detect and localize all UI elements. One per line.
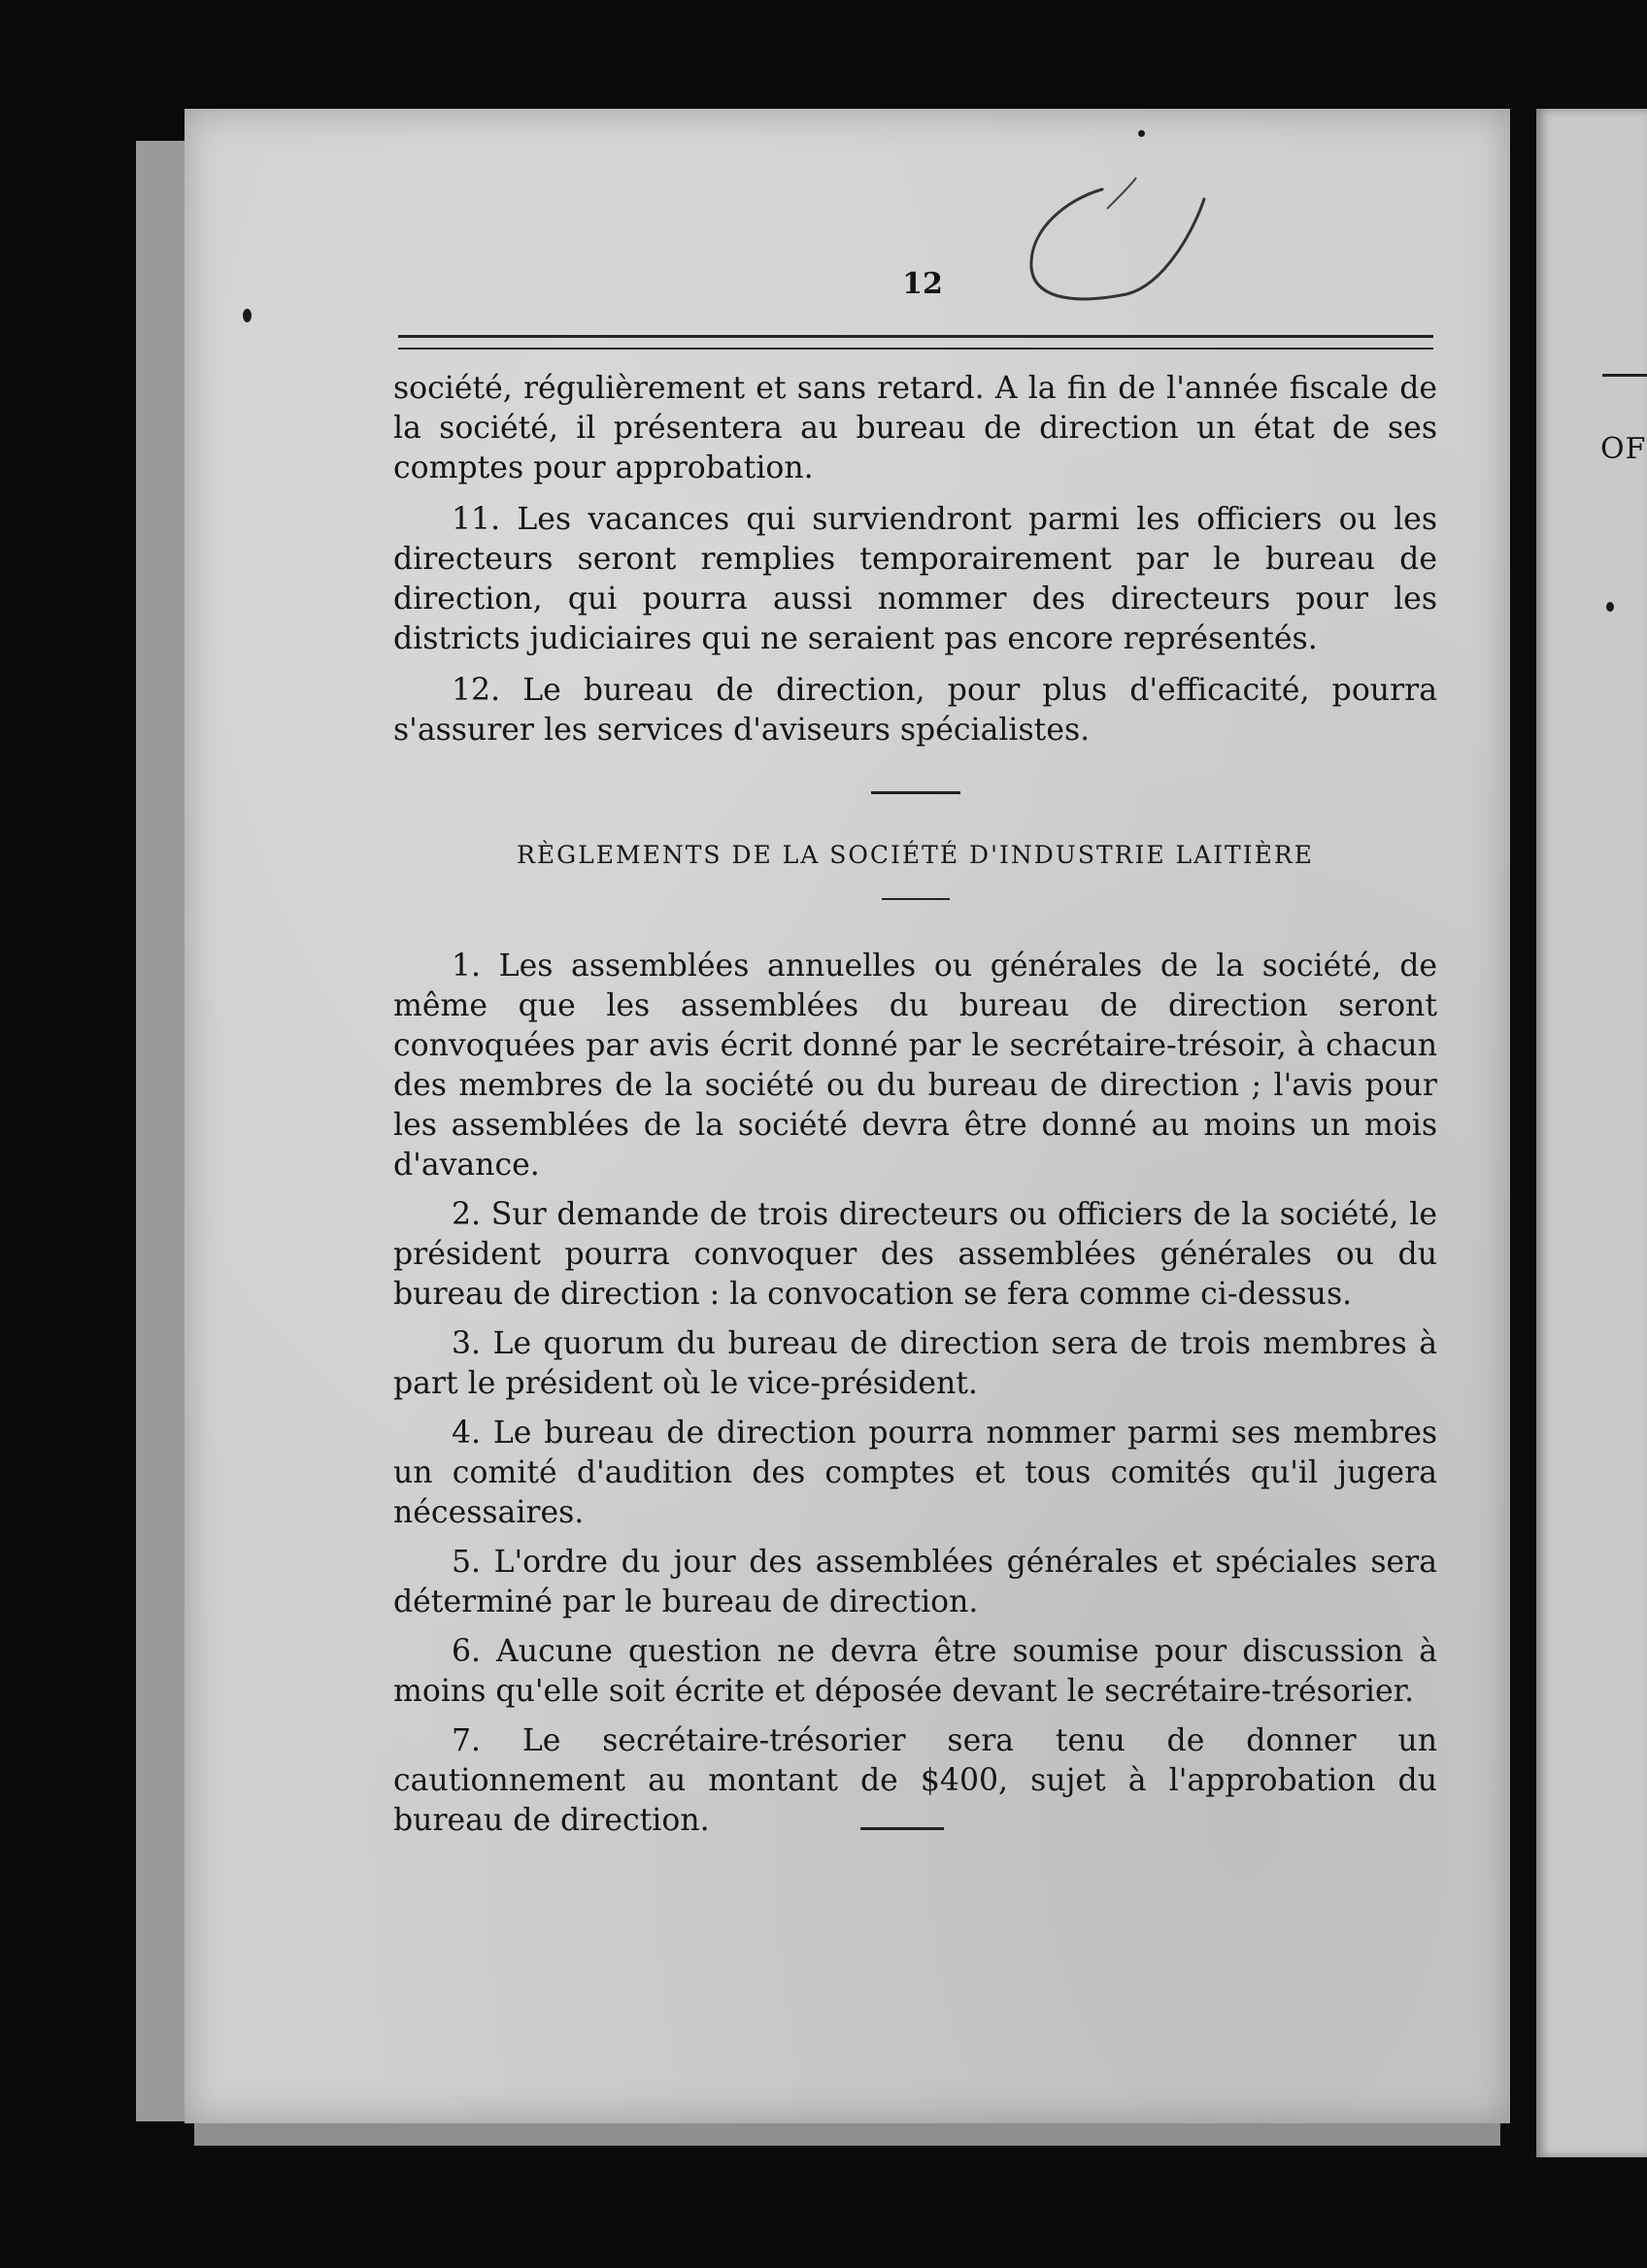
pencil-mark [1010,170,1224,325]
paragraph-continuation: société, régulièrement et sans retard. A la fin de l'année fiscale de la société, il présentera au bureau de direction un état de ses comptes pour approbation. [393,371,1437,485]
page-body [393,369,1437,1851]
rule-item: 5. L'ordre du jour des assemblées générales et spéciales sera déterminé par le bureau de direction. [393,1545,1437,1619]
rule-item: 6. Aucune question ne devra être soumise pour discussion à moins qu'elle soit écrite et déposée devant le secrétaire-trésorier. [393,1634,1437,1709]
paragraph-12: 12. Le bureau de direction, pour plus d'efficacité, pourra s'assurer les services d'aviseurs spécialistes. [393,673,1437,748]
rule-item: 1. Les assemblées annuelles ou générales de la société, de même que les assemblées du bureau de direction seront convoquées par avis écrit donné par le secrétaire-trésoir, à chacun des membres de la société ou du bureau de direction ; l'avis pour les assemblées de la société devra être donné au moins un mois d'avance. [393,949,1437,1183]
ink-speck [1138,130,1145,137]
heading-underline [882,898,950,900]
ink-speck [1606,602,1614,612]
header-rule [398,335,1433,350]
adjacent-page [1536,109,1647,2157]
section-heading: RÈGLEMENTS DE LA SOCIÉTÉ D'INDUSTRIE LAITIÈRE [517,841,1314,869]
rule-item: 4. Le bureau de direction pourra nommer parmi ses membres un comité d'audition des comptes et tous comités qu'il jugera nécessaires. [393,1416,1437,1530]
end-rule [860,1827,944,1830]
adjacent-page-text: OF [1600,432,1647,466]
rules-list [393,947,1437,1841]
paragraph-11: 11. Les vacances qui surviendront parmi les officiers ou les directeurs seront remplies temporairement par le bureau de direction, qui pourra aussi nommer des directeurs pour les districts judiciaires qui ne seraient pas encore représentés. [393,502,1437,656]
page-number: 12 [902,267,943,301]
rule-item: 2. Sur demande de trois directeurs ou officiers de la société, le président pourra convoquer des assemblées générales ou du bureau de direction : la convocation se fera comme ci-dessus. [393,1197,1437,1312]
rule-item: 7. Le secrétaire-trésorier sera tenu de donner un cautionnement au montant de $400, sujet à l'approbation du bureau de direction. [393,1723,1437,1838]
section-separator [871,791,960,794]
adjacent-page-rule [1602,374,1647,377]
ink-speck [243,309,252,322]
rule-item: 3. Le quorum du bureau de direction sera de trois membres à part le président où le vice-président. [393,1326,1437,1401]
